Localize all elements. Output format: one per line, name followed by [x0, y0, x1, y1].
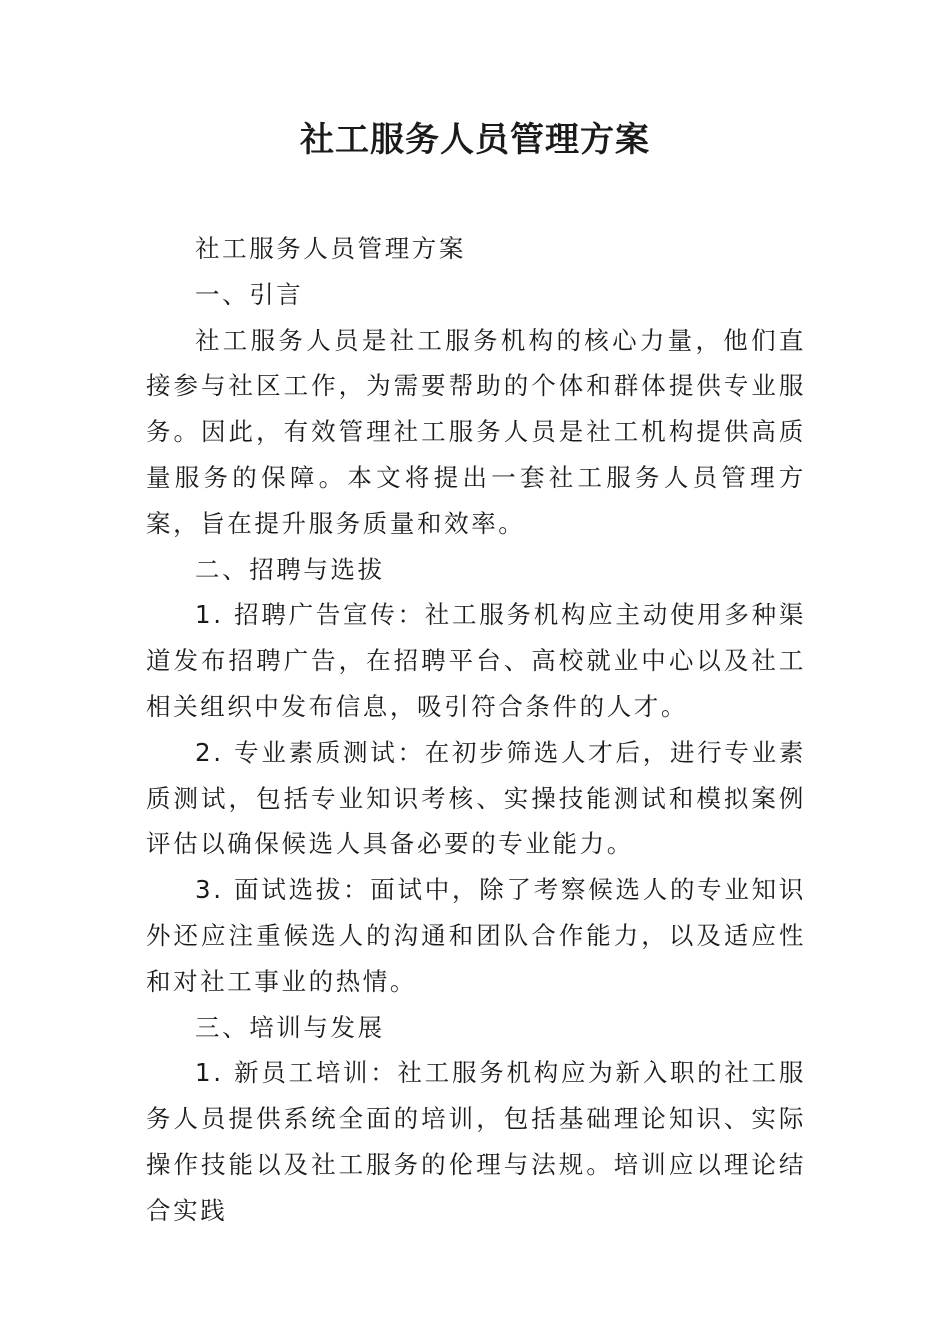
section-heading-recruitment: 二、招聘与选拔 — [195, 554, 385, 584]
document-title: 社工服务人员管理方案 — [300, 120, 650, 160]
section-heading-introduction: 一、引言 — [195, 279, 304, 309]
paragraph-new-staff-training: 1. 新员工培训：社工服务机构应为新入职的社工服务人员提供系统全面的培训，包括基础理论知识、实际操作技能以及社工服务的伦理与法规。培训应以理论结合实践 — [146, 1058, 806, 1225]
paragraph-professional-test: 2. 专业素质测试：在初步筛选人才后，进行专业素质测试，包括专业知识考核、实操技能测试和模拟案例评估以确保候选人具备必要的专业能力。 — [146, 737, 806, 859]
section-heading-training: 三、培训与发展 — [195, 1012, 385, 1042]
paragraph-introduction: 社工服务人员是社工服务机构的核心力量，他们直接参与社区工作，为需要帮助的个体和群体提供专业服务。因此，有效管理社工服务人员是社工机构提供高质量服务的保障。本文将提出一套社工服务人员管理方案，旨在提升服务质量和效率。 — [146, 325, 806, 538]
paragraph-interview: 3. 面试选拔：面试中，除了考察候选人的专业知识外还应注重候选人的沟通和团队合作能力，以及适应性和对社工事业的热情。 — [146, 875, 806, 996]
paragraph-recruitment-ads: 1. 招聘广告宣传：社工服务机构应主动使用多种渠道发布招聘广告，在招聘平台、高校就业中心以及社工相关组织中发布信息，吸引符合条件的人才。 — [146, 600, 806, 721]
body-heading: 社工服务人员管理方案 — [195, 234, 466, 263]
document-body — [146, 226, 806, 1234]
